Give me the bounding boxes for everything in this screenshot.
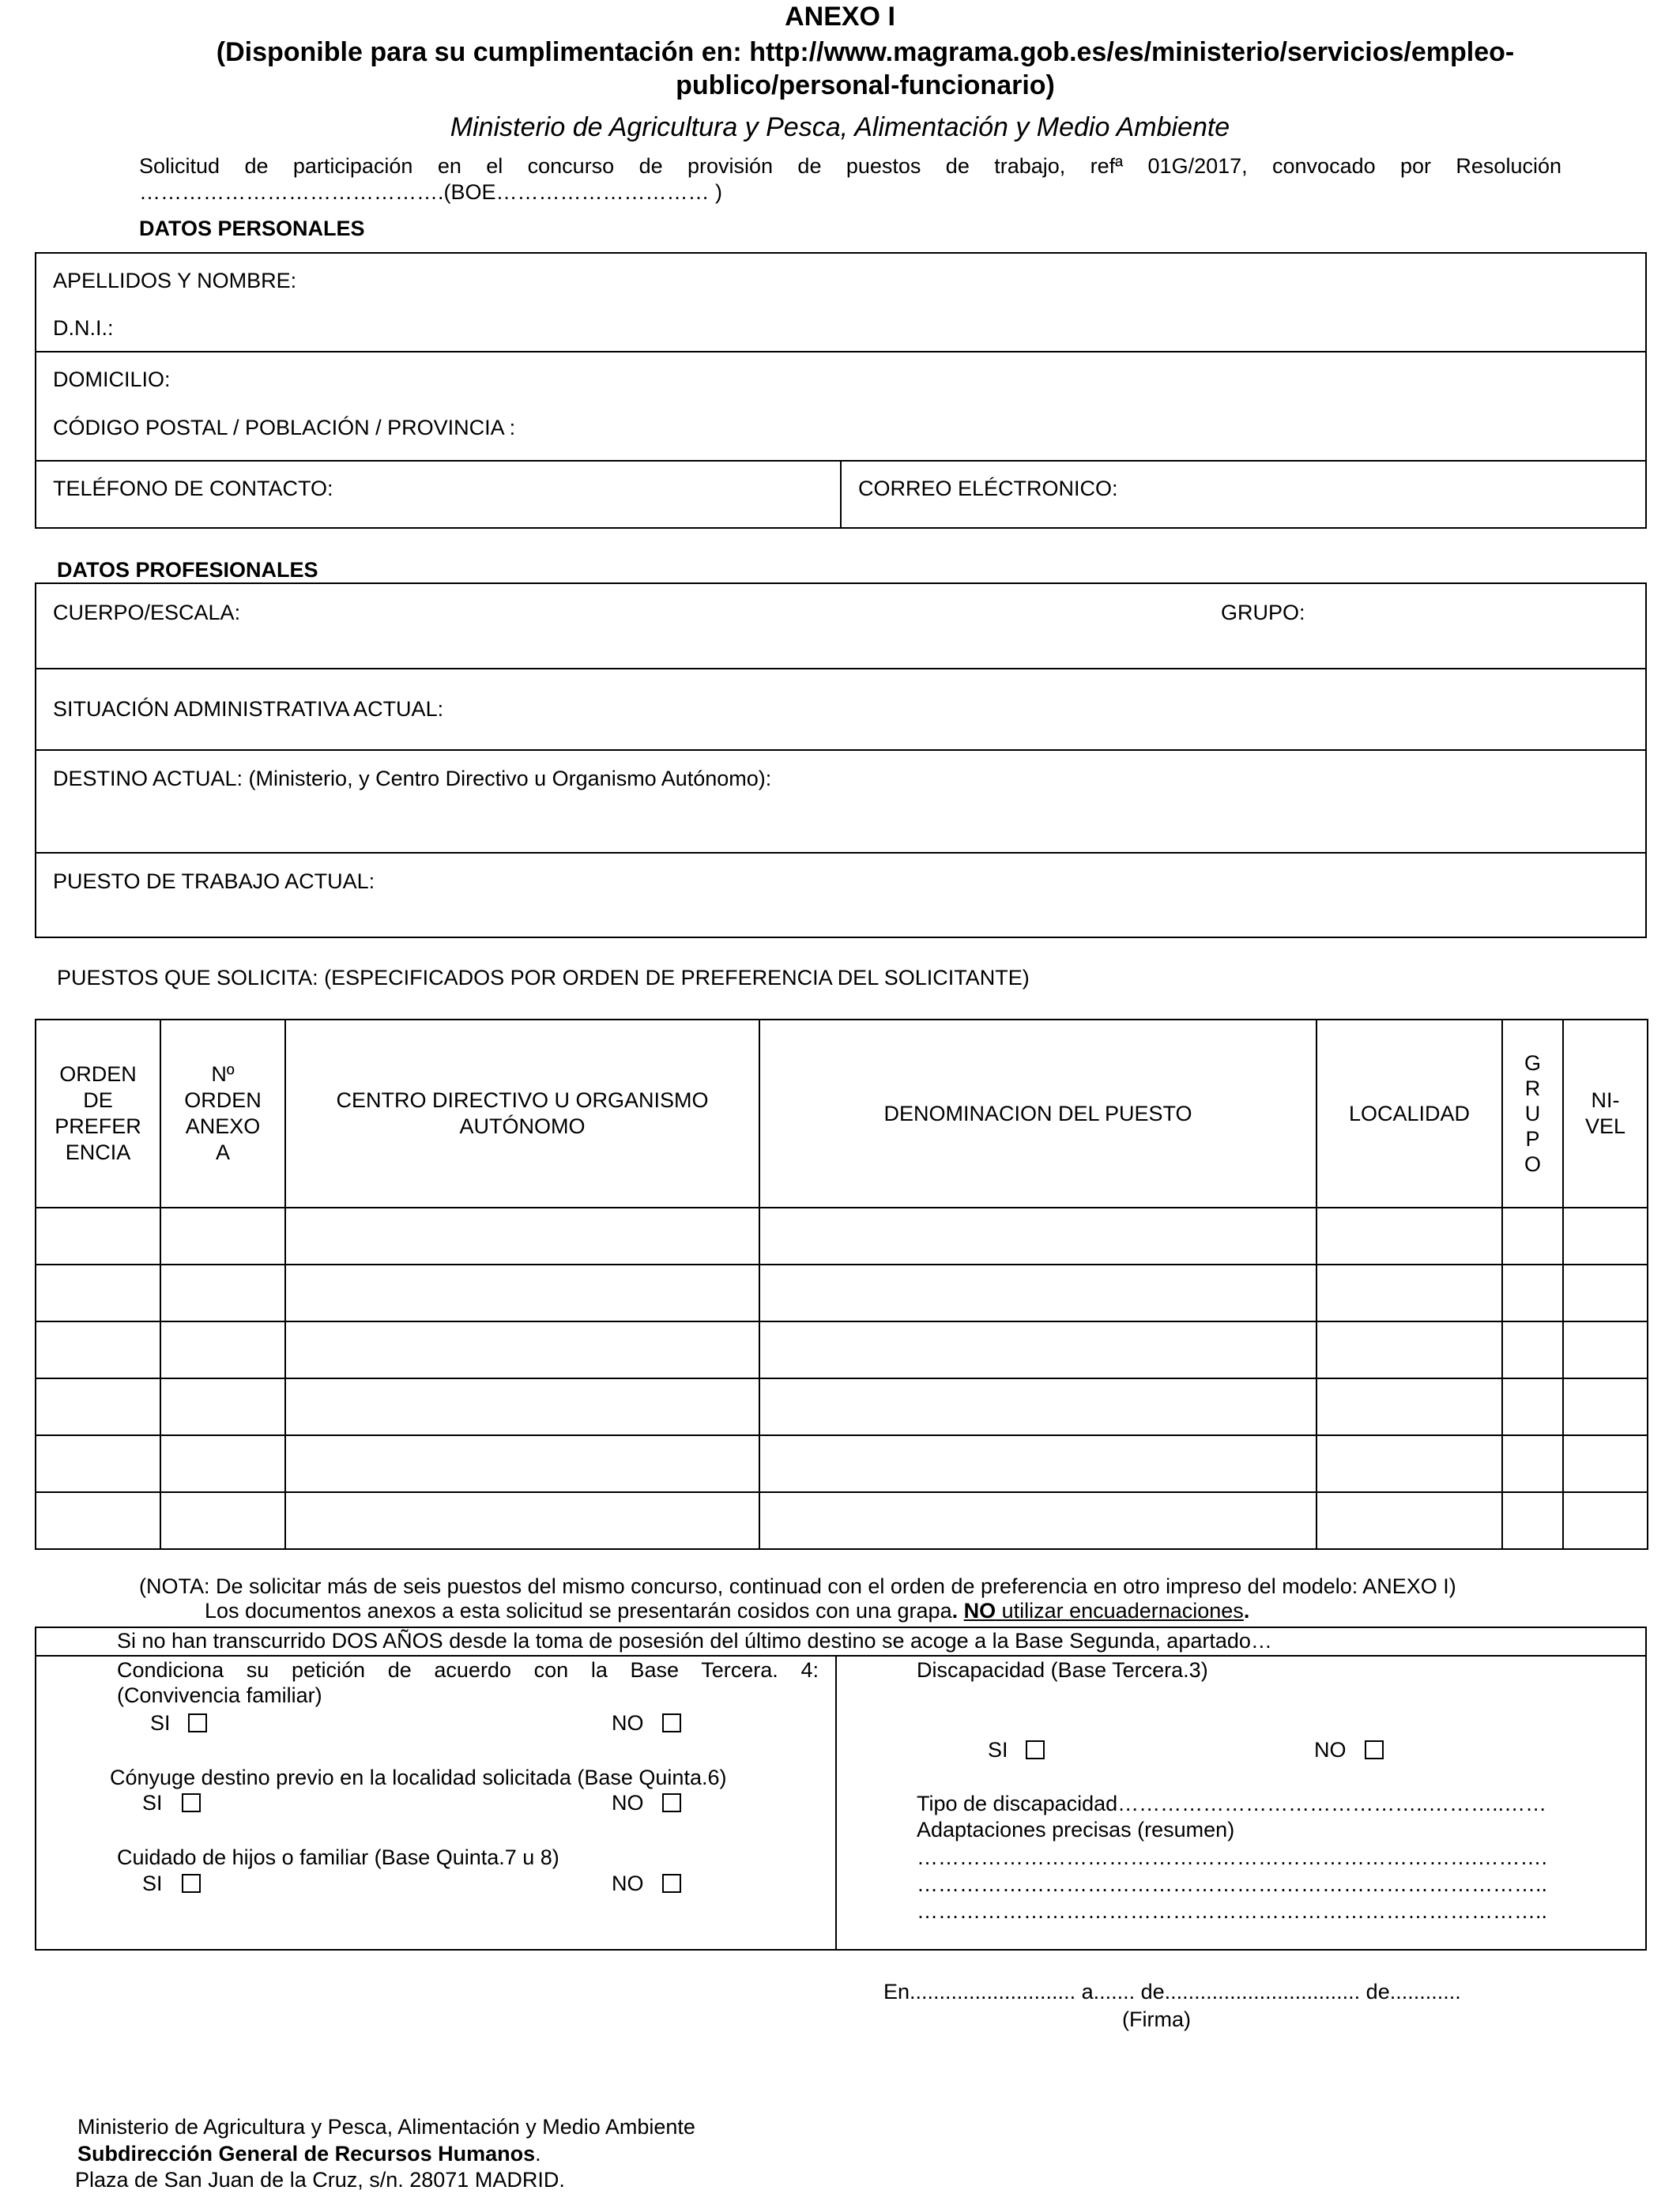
positions-title: PUESTOS QUE SOLICITA: (ESPECIFICADOS POR ORDEN DE PREFERENCIA DEL SOLICITANTE) [57,966,1030,990]
col-level [1563,1020,1648,1208]
family-si-checkbox[interactable] [188,1713,207,1732]
availability-line-1: (Disponible para su cumplimentación en: http://www.magrama.gob.es/es/ministerio/servicios/empleo- [216,37,1515,67]
dni-field-label[interactable]: D.N.I.: [53,316,114,340]
childcare-no-checkbox[interactable] [662,1874,681,1893]
family-si-label: SI [150,1711,171,1735]
table-cell-directive-center[interactable] [285,1492,759,1549]
personal-section-title: DATOS PERSONALES [139,217,365,240]
footer-department-name: Subdirección General de Recursos Humanos [77,2142,536,2166]
table-cell-annex-number[interactable] [160,1378,285,1435]
table-row [36,1265,1648,1321]
column-header-line: G [1524,1051,1541,1075]
table-cell-preference-order[interactable] [36,1435,160,1492]
disability-type-field[interactable]: Tipo de discapacidad……………………………………..………..…… [917,1792,1547,1815]
column-header-line: AUTÓNOMO [459,1114,586,1138]
table-cell-level[interactable] [1563,1208,1648,1265]
divider [835,1655,837,1951]
table-cell-directive-center[interactable] [285,1208,759,1265]
col-post-name [759,1020,1317,1208]
childcare-no-label: NO [612,1872,644,1895]
adaptations-line-1[interactable]: …………………………………………………………………….………. [917,1845,1548,1869]
family-condition-line-1: Condiciona su petición de acuerdo con la Base Tercera. 4: [117,1658,819,1682]
adaptations-label: Adaptaciones precisas (resumen) [917,1818,1235,1842]
note-end: . [1243,1599,1250,1623]
column-header-line: NI- [1591,1088,1620,1112]
childcare-si-checkbox[interactable] [182,1874,201,1893]
place-date-line[interactable]: En............................ a....... de................................. de............ [883,1980,1461,2004]
table-cell-directive-center[interactable] [285,1378,759,1435]
divider [35,668,1647,669]
table-cell-group[interactable] [1502,1265,1563,1321]
spouse-si-checkbox[interactable] [182,1793,201,1812]
table-row [36,1208,1648,1265]
table-row [36,1435,1648,1492]
table-cell-post-name[interactable] [759,1435,1317,1492]
divider [35,852,1647,854]
col-directive-center [285,1020,759,1208]
availability-line-2: publico/personal-funcionario) [676,70,1055,100]
column-header-line: A [215,1140,230,1164]
table-cell-annex-number[interactable] [160,1435,285,1492]
current-post-field-label[interactable]: PUESTO DE TRABAJO ACTUAL: [53,869,375,893]
table-cell-annex-number[interactable] [160,1492,285,1549]
table-cell-preference-order[interactable] [36,1321,160,1378]
spouse-no-checkbox[interactable] [662,1793,681,1812]
table-cell-level[interactable] [1563,1435,1648,1492]
table-cell-level[interactable] [1563,1321,1648,1378]
table-cell-locality[interactable] [1317,1435,1502,1492]
disability-title: Discapacidad (Base Tercera.3) [917,1658,1208,1682]
corps-field-label[interactable]: CUERPO/ESCALA: [53,601,241,624]
adaptations-line-3[interactable]: …………………………………………………………………………….. [917,1899,1548,1923]
spouse-si-label: SI [142,1791,163,1815]
footer-department-dot: . [535,2142,541,2166]
phone-field-label[interactable]: TELÉFONO DE CONTACTO: [53,477,333,500]
table-cell-locality[interactable] [1317,1321,1502,1378]
table-cell-level[interactable] [1563,1492,1648,1549]
table-cell-preference-order[interactable] [36,1265,160,1321]
table-cell-locality[interactable] [1317,1492,1502,1549]
table-cell-directive-center[interactable] [285,1435,759,1492]
admin-situation-field-label[interactable]: SITUACIÓN ADMINISTRATIVA ACTUAL: [53,697,444,721]
divider [35,749,1647,751]
table-cell-annex-number[interactable] [160,1208,285,1265]
childcare-condition: Cuidado de hijos o familiar (Base Quinta.7 u 8) [117,1845,559,1869]
table-cell-annex-number[interactable] [160,1321,285,1378]
availability-note [142,36,1588,102]
table-cell-preference-order[interactable] [36,1208,160,1265]
column-header-line: LOCALIDAD [1348,1101,1471,1125]
col-annex-number [160,1020,285,1208]
column-header-line: VEL [1584,1114,1626,1138]
table-body [36,1208,1648,1549]
table-row [36,1321,1648,1378]
table-cell-group[interactable] [1502,1435,1563,1492]
family-no-label: NO [612,1711,644,1735]
annex-title: ANEXO I [785,2,895,32]
name-field-label[interactable]: APELLIDOS Y NOMBRE: [53,269,297,292]
table-cell-post-name[interactable] [759,1265,1317,1321]
table-header-row [36,1020,1648,1208]
adaptations-line-2[interactable]: …………………………………………………………………………….. [917,1872,1548,1896]
request-line-1: Solicitud de participación en el concurso de provisión de puestos de trabajo, refª 01G/2017, convocado por Resolución [139,154,1561,178]
family-no-checkbox[interactable] [662,1713,681,1732]
note-dot: . [951,1599,964,1623]
request-line-2: …………………………………….(BOE………………………… ) [139,180,723,204]
column-header-line: P [1525,1127,1540,1151]
column-header-line: ENCIA [65,1140,131,1164]
column-header-line: ORDEN [59,1062,137,1086]
column-header-line: Nº [211,1062,235,1086]
column-header-line: R [1524,1076,1541,1100]
email-field-label[interactable]: CORREO ELÉCTRONICO: [858,477,1118,500]
table-cell-directive-center[interactable] [285,1265,759,1321]
table-cell-level[interactable] [1563,1265,1648,1321]
table-cell-group[interactable] [1502,1321,1563,1378]
family-condition-line-2: (Convivencia familiar) [117,1683,322,1707]
professional-section-title: DATOS PROFESIONALES [57,558,318,582]
table-cell-post-name[interactable] [759,1492,1317,1549]
column-header-line: CENTRO DIRECTIVO U ORGANISMO [336,1088,709,1112]
footer-ministry: Ministerio de Agricultura y Pesca, Alimentación y Medio Ambiente [77,2115,695,2139]
disability-si-checkbox[interactable] [1026,1740,1045,1759]
divider [35,351,1647,352]
footer-address: Plaza de San Juan de la Cruz, s/n. 28071 MADRID. [75,2168,565,2192]
column-header-line: DENOMINACION DEL PUESTO [883,1101,1192,1125]
childcare-si-label: SI [142,1872,163,1895]
address-field-label[interactable]: DOMICILIO: [53,368,171,391]
col-preference-order [36,1020,160,1208]
note-line-2 [205,1599,1249,1623]
note-text: Los documentos anexos a esta solicitud se presentarán cosidos con una grapa [205,1599,952,1623]
table-cell-level[interactable] [1563,1378,1648,1435]
divider [840,460,842,529]
col-group [1502,1020,1563,1208]
disability-si-label: SI [988,1738,1008,1762]
current-destination-field-label[interactable]: DESTINO ACTUAL: (Ministerio, y Centro Directivo u Organismo Autónomo): [53,767,772,790]
table-cell-locality[interactable] [1317,1208,1502,1265]
table-cell-locality[interactable] [1317,1265,1502,1321]
table-cell-group[interactable] [1502,1378,1563,1435]
note-line-1: (NOTA: De solicitar más de seis puestos del mismo concurso, continuad con el orden de preferencia en otro impreso del modelo: ANEXO I) [139,1574,1456,1598]
divider [35,1655,1647,1657]
table-cell-group[interactable] [1502,1492,1563,1549]
column-header-line: ANEXO [185,1114,261,1138]
disability-no-label: NO [1314,1738,1347,1762]
positions-table [35,1019,1648,1550]
table-cell-post-name[interactable] [759,1321,1317,1378]
table-cell-preference-order[interactable] [36,1378,160,1435]
postal-field-label[interactable]: CÓDIGO POSTAL / POBLACIÓN / PROVINCIA : [53,416,516,439]
footer-department [77,2142,541,2166]
ministry-heading: Ministerio de Agricultura y Pesca, Alimentación y Medio Ambiente [450,112,1230,142]
note-bindings: utilizar encuadernaciones [996,1599,1244,1623]
two-years-clause: Si no han transcurrido DOS AÑOS desde la toma de posesión del último destino se acoge a la Base Segunda, apartado… [117,1629,1272,1653]
table-cell-post-name[interactable] [759,1208,1317,1265]
table-cell-group[interactable] [1502,1208,1563,1265]
table-cell-annex-number[interactable] [160,1265,285,1321]
disability-no-checkbox[interactable] [1365,1740,1384,1759]
signature-label: (Firma) [1122,2007,1191,2031]
note-no-emphasis: NO [963,1599,996,1623]
table-row [36,1492,1648,1549]
column-header-line: U [1524,1102,1541,1125]
table-cell-locality[interactable] [1317,1378,1502,1435]
column-header-line: O [1524,1152,1541,1176]
spouse-condition: Cónyuge destino previo en la localidad solicitada (Base Quinta.6) [110,1766,727,1789]
group-field-label[interactable]: GRUPO: [1221,601,1305,624]
column-header-line: ORDEN [184,1088,262,1112]
col-locality [1317,1020,1502,1208]
spouse-no-label: NO [612,1791,644,1815]
column-header-line: PREFER [55,1114,141,1138]
table-row [36,1378,1648,1435]
column-header-line: DE [83,1088,113,1112]
table-cell-post-name[interactable] [759,1378,1317,1435]
table-cell-preference-order[interactable] [36,1492,160,1549]
table-cell-directive-center[interactable] [285,1321,759,1378]
